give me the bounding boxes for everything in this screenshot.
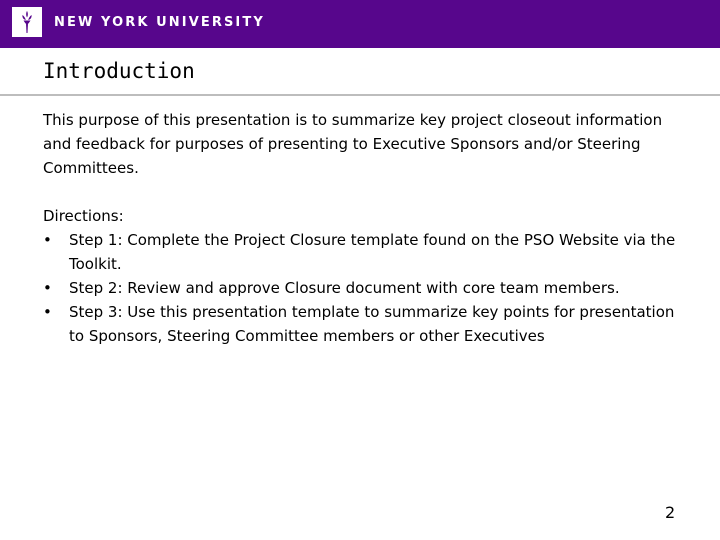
nyu-logo bbox=[12, 7, 42, 37]
slide-content bbox=[43, 108, 693, 348]
slide-title: Introduction bbox=[43, 59, 195, 83]
university-name: NEW YORK UNIVERSITY bbox=[54, 15, 265, 30]
list-item bbox=[43, 300, 693, 348]
bullet: • bbox=[43, 231, 52, 249]
steps-list bbox=[43, 228, 693, 348]
bullet: • bbox=[43, 303, 52, 321]
step-text: Step 3: Use this presentation template to summarize key points for presentation to Sponsors, Steering Committee members or other Executives bbox=[69, 303, 675, 345]
list-item bbox=[43, 228, 693, 276]
title-band bbox=[0, 48, 720, 96]
header-bar bbox=[0, 0, 720, 48]
torch-icon bbox=[12, 7, 42, 37]
step-text: Step 1: Complete the Project Closure template found on the PSO Website via the Toolkit. bbox=[69, 231, 676, 273]
page-number: 2 bbox=[665, 503, 676, 522]
step-text: Step 2: Review and approve Closure document with core team members. bbox=[69, 279, 620, 297]
bullet: • bbox=[43, 279, 52, 297]
list-item bbox=[43, 276, 693, 300]
intro-paragraph: This purpose of this presentation is to summarize key project closeout information and feedback for purposes of presenting to Executive Sponsors and/or Steering Committees. bbox=[43, 111, 663, 177]
directions-heading: Directions: bbox=[43, 207, 124, 225]
